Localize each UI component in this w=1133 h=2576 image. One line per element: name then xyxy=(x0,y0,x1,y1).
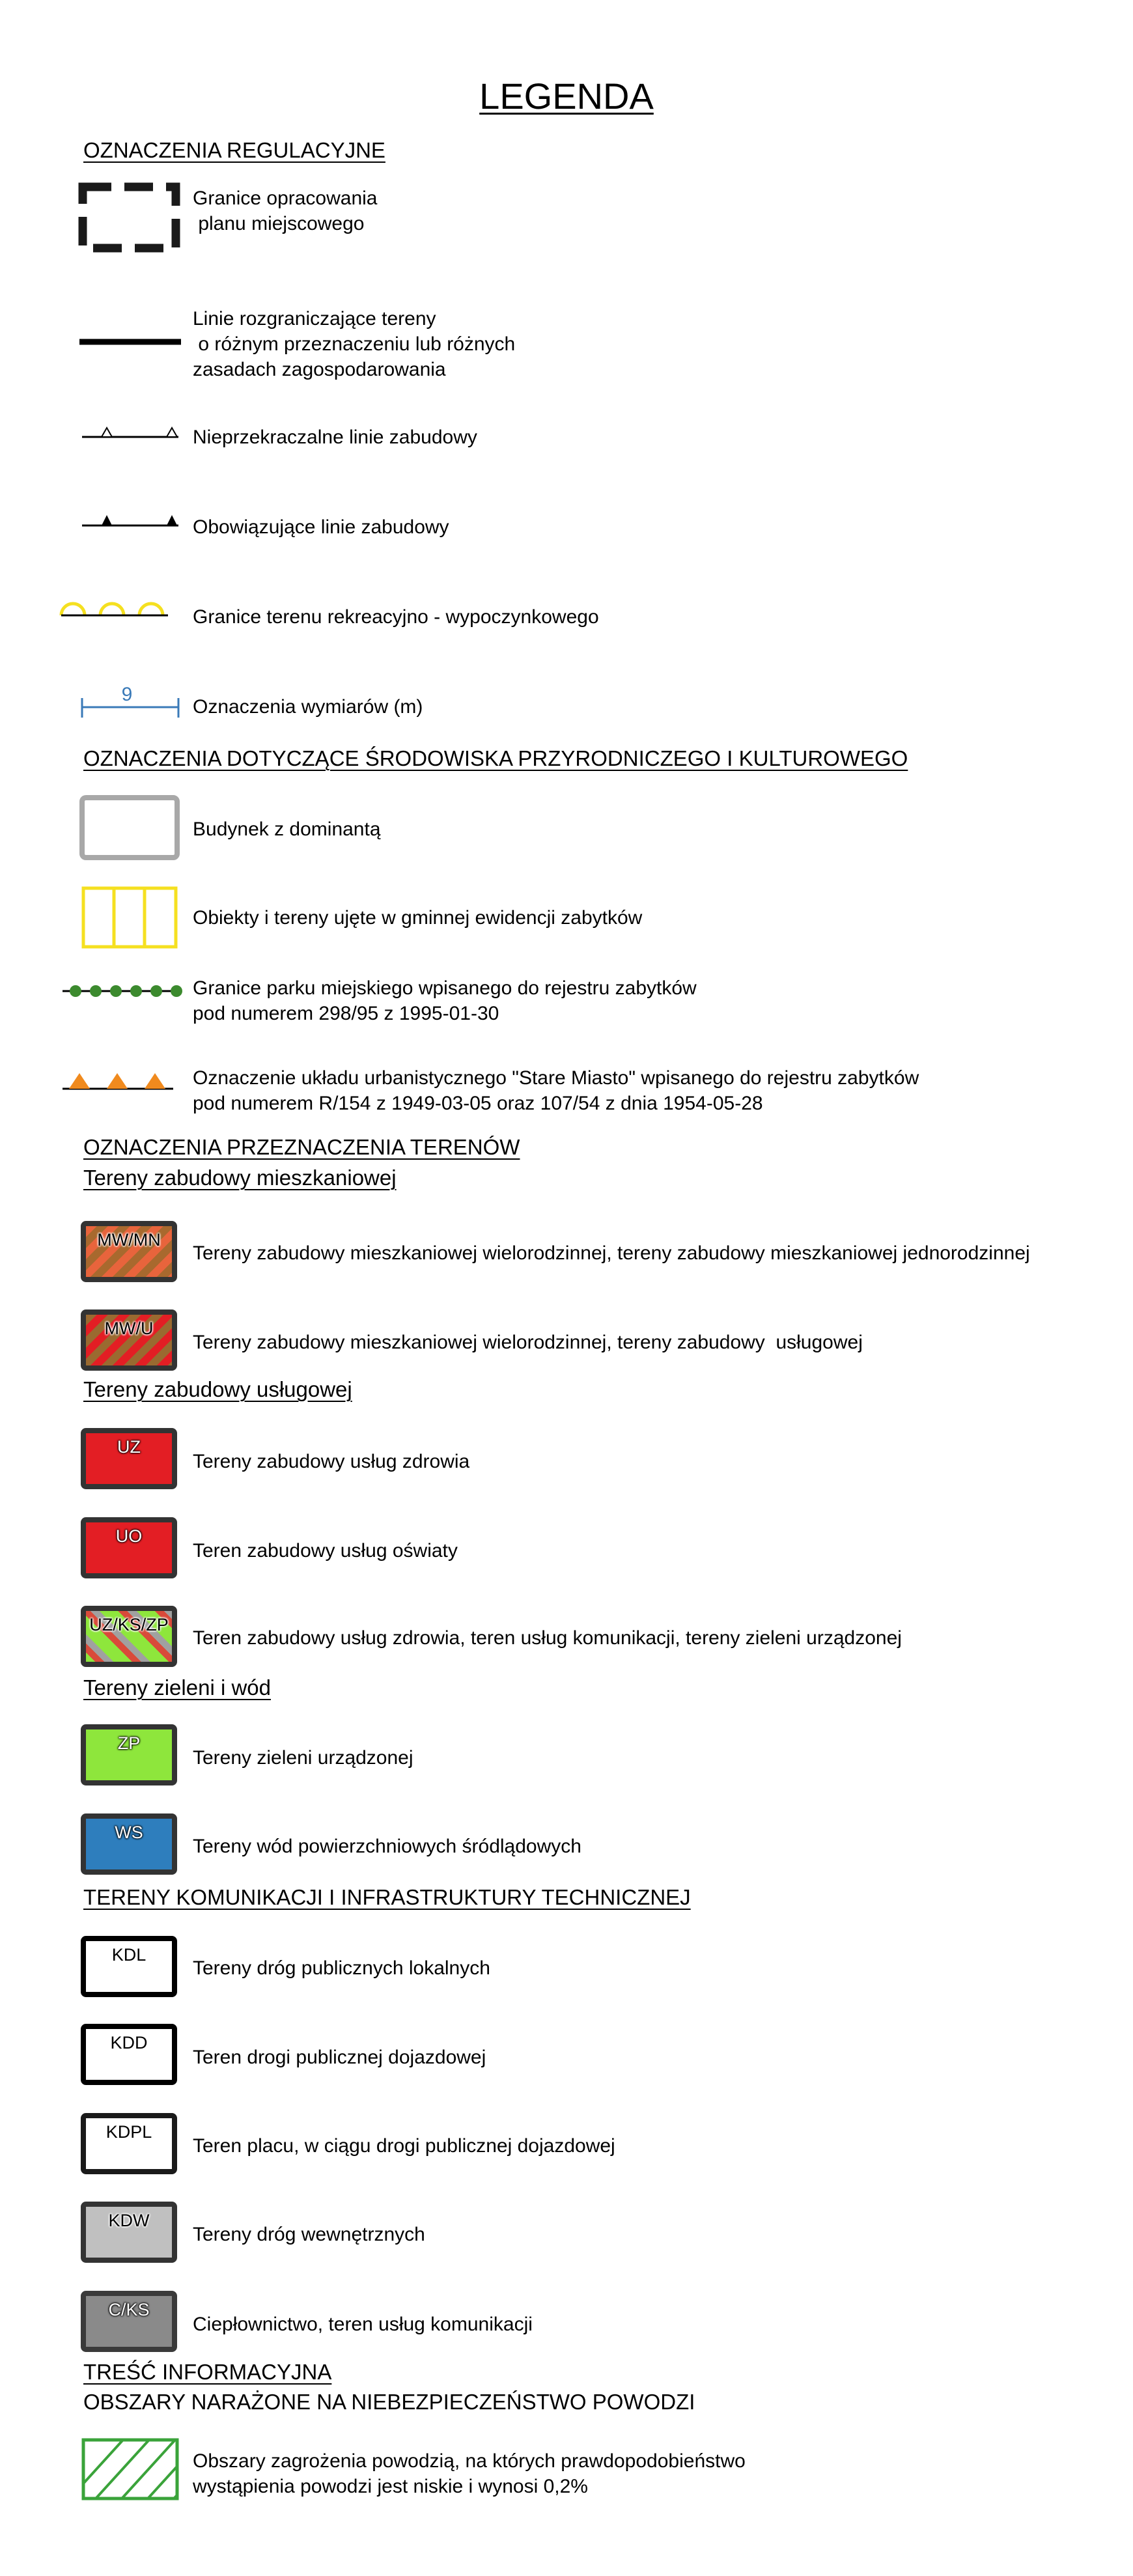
subheading-uslugowej: Tereny zabudowy usługowej xyxy=(83,1377,352,1401)
yellow-arc-line-symbol xyxy=(59,578,202,649)
zone-code-uo: UO xyxy=(115,1526,143,1546)
legend-label-zp: Tereny zieleni urządzonej xyxy=(193,1747,413,1769)
section-heading-regulacyjne: OZNACZENIA REGULACYJNE xyxy=(83,138,385,162)
zone-symbol-c-ks xyxy=(59,2286,202,2357)
green-dot-line-symbol xyxy=(59,955,202,1027)
section-heading-srodowisko: OZNACZENIA DOTYCZĄCE ŚRODOWISKA PRZYRODNICZEGO I KULTUROWEGO xyxy=(83,746,908,770)
subheading-mieszkaniowej: Tereny zabudowy mieszkaniowej xyxy=(83,1166,397,1190)
legend-label-dominanta: Budynek z dominantą xyxy=(193,819,381,840)
grey-rectangle-symbol xyxy=(59,792,202,864)
orange-triangle-line-symbol xyxy=(59,1050,202,1121)
zone-symbol-mw-mn xyxy=(59,1216,202,1287)
dashed-boundary-symbol xyxy=(59,182,202,254)
section-heading-powodzi: OBSZARY NARAŻONE NA NIEBEZPIECZEŃSTWO POWODZI xyxy=(83,2390,695,2414)
zone-symbol-kdd xyxy=(59,2019,202,2090)
dimension-value: 9 xyxy=(121,684,133,705)
legend-label-powodz: Obszary zagrożenia powodzią, na których prawdopodobieństwo wystąpienia powodzi jest niskie i wynosi 0,2% xyxy=(193,2450,746,2497)
zone-code-kdpl: KDPL xyxy=(105,2122,152,2142)
legend-label-rekreacyjno: Granice terenu rekreacyjno - wypoczynkowego xyxy=(193,606,599,628)
zone-code-c-ks: C/KS xyxy=(108,2300,150,2319)
zone-code-kdd: KDD xyxy=(110,2033,148,2052)
open-triangle-line-symbol xyxy=(59,401,202,473)
subheading-zieleni: Tereny zieleni i wód xyxy=(83,1675,271,1700)
legend-label-kdpl: Teren placu, w ciągu drogi publicznej dojazdowej xyxy=(193,2135,615,2157)
yellow-grid-symbol xyxy=(59,882,202,953)
legend-label-ws: Tereny wód powierzchniowych śródlądowych xyxy=(193,1836,581,1857)
zone-symbol-zp xyxy=(59,1719,202,1791)
zone-symbol-uo xyxy=(59,1512,202,1584)
legend-label-uz: Tereny zabudowy usług zdrowia xyxy=(193,1451,470,1472)
legend-label-granice-opracowania: Granice opracowania planu miejscowego xyxy=(193,188,378,234)
section-heading-przeznaczenie: OZNACZENIA PRZEZNACZENIA TERENÓW xyxy=(83,1135,520,1159)
zone-code-mw-u: MW/U xyxy=(104,1319,154,1338)
zone-symbol-uz-ks-zp xyxy=(59,1601,202,1672)
legend-label-kdl: Tereny dróg publicznych lokalnych xyxy=(193,1957,490,1979)
legend-label-wymiary: Oznaczenia wymiarów (m) xyxy=(193,696,423,718)
legend-label-ewidencja: Obiekty i tereny ujęte w gminnej ewidencji zabytków xyxy=(193,907,643,929)
zone-symbol-uz xyxy=(59,1423,202,1494)
legend-label-uo: Teren zabudowy usług oświaty xyxy=(193,1540,458,1561)
section-heading-informacyjna: TREŚĆ INFORMACYJNA xyxy=(83,2360,332,2384)
zone-symbol-kdpl xyxy=(59,2108,202,2179)
legend-label-park: Granice parku miejskiego wpisanego do rejestru zabytków pod numerem 298/95 z 1995-01-30 xyxy=(193,977,697,1024)
legend-label-linie-rozgraniczajace: Linie rozgraniczające tereny o różnym przeznaczeniu lub różnych zasadach zagospodarowania xyxy=(193,308,516,380)
legend-label-mw-mn: Tereny zabudowy mieszkaniowej wielorodzinnej, tereny zabudowy mieszkaniowej jednorodzinnej xyxy=(193,1242,1030,1264)
filled-triangle-line-symbol xyxy=(59,490,202,561)
thick-line-symbol xyxy=(59,306,202,378)
zone-symbol-ws xyxy=(59,1808,202,1880)
zone-code-kdl: KDL xyxy=(111,1945,147,1965)
dimension-line-symbol xyxy=(59,667,202,738)
zone-code-zp: ZP xyxy=(117,1733,141,1753)
zone-symbol-kdl xyxy=(59,1931,202,2002)
legend-label-stare-miasto: Oznaczenie układu urbanistycznego "Stare Miasto" wpisanego do rejestru zabytków pod numerem R/154 z 1949-03-05 oraz 107/54 z dnia 1954-05-28 xyxy=(193,1067,919,1114)
legend-label-obowiazujace: Obowiązujące linie zabudowy xyxy=(193,516,449,538)
zone-code-uz: UZ xyxy=(117,1437,141,1457)
flood-hatch-symbol xyxy=(59,2433,202,2505)
zone-symbol-mw-u xyxy=(59,1304,202,1376)
legend-label-nieprzekraczalne: Nieprzekraczalne linie zabudowy xyxy=(193,427,477,448)
section-heading-komunikacji: TERENY KOMUNIKACJI I INFRASTRUKTURY TECHNICZNEJ xyxy=(83,1885,691,1909)
zone-code-ws: WS xyxy=(115,1823,143,1842)
legend-label-c-ks: Ciepłownictwo, teren usług komunikacji xyxy=(193,2314,533,2335)
zone-code-kdw: KDW xyxy=(108,2211,150,2230)
legend-label-kdw: Tereny dróg wewnętrznych xyxy=(193,2224,425,2245)
legend-label-mw-u: Tereny zabudowy mieszkaniowej wielorodzinnej, tereny zabudowy usługowej xyxy=(193,1332,863,1353)
legend-label-uz-ks-zp: Teren zabudowy usług zdrowia, teren usług komunikacji, tereny zieleni urządzonej xyxy=(193,1627,902,1649)
zone-code-uz-ks-zp: UZ/KS/ZP xyxy=(89,1615,169,1634)
zone-code-mw-mn: MW/MN xyxy=(97,1230,161,1250)
legend-label-kdd: Teren drogi publicznej dojazdowej xyxy=(193,2047,486,2068)
zone-symbol-kdw xyxy=(59,2196,202,2268)
legend-title: LEGENDA xyxy=(479,76,654,117)
